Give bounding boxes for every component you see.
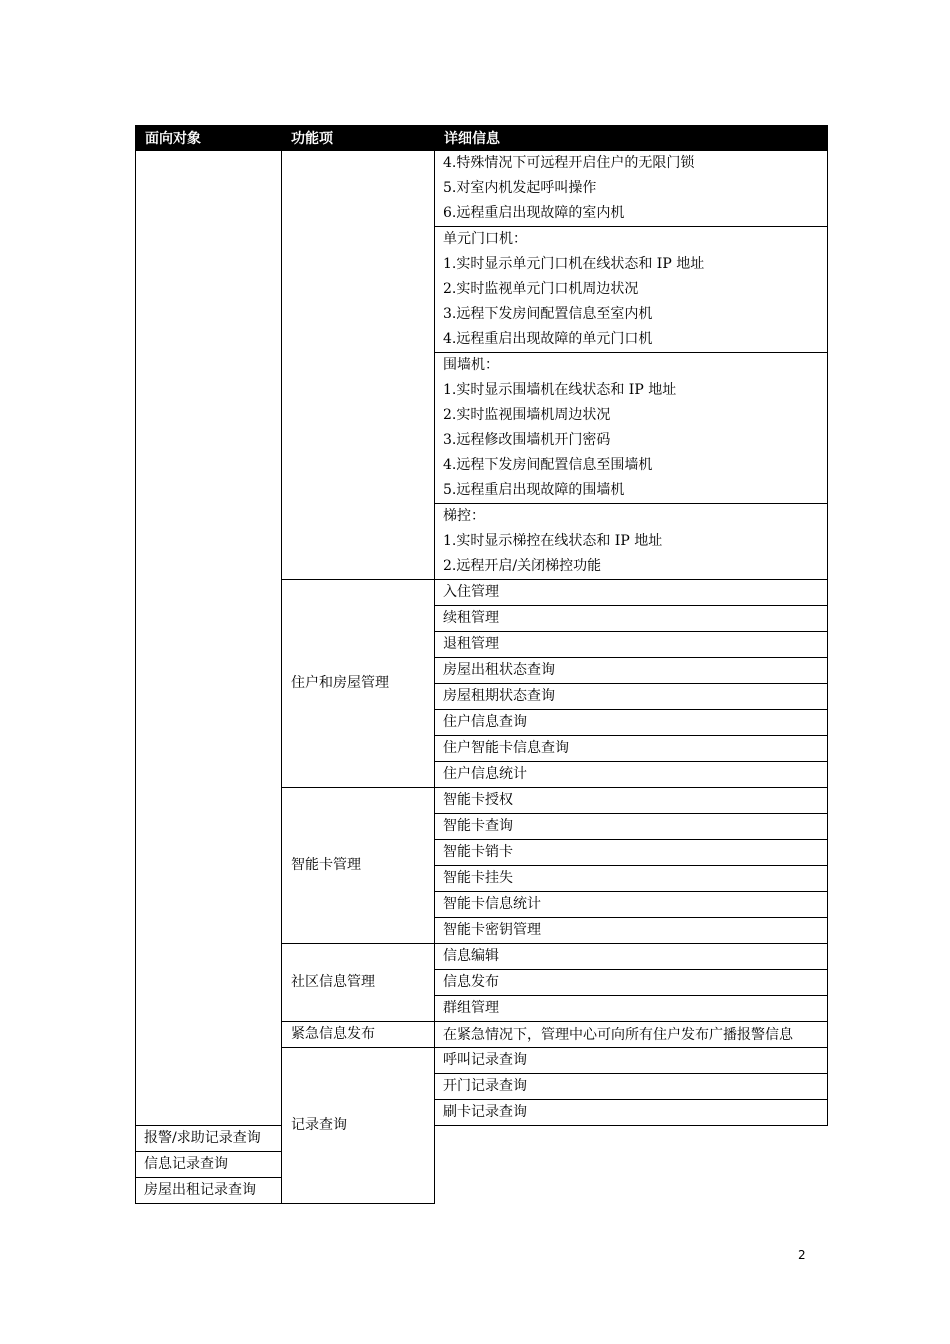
function-cell-record-query [282, 1048, 435, 1204]
detail-line: 刷卡记录查询 [443, 1104, 527, 1120]
detail-line: 1.实时显示单元门口机在线状态和 IP 地址 [443, 256, 705, 272]
detail-line: 6.远程重启出现故障的室内机 [443, 205, 625, 221]
table-row [136, 151, 828, 227]
detail-line: 单元门口机： [443, 231, 527, 247]
detail-cell [435, 658, 828, 684]
detail-line: 呼叫记录查询 [443, 1052, 527, 1068]
detail-cell [435, 684, 828, 710]
detail-line: 在紧急情况下，管理中心可向所有住户发布广播报警信息 [443, 1027, 793, 1043]
detail-line: 智能卡销卡 [443, 844, 513, 860]
detail-line: 智能卡挂失 [443, 870, 513, 886]
detail-line: 住户智能卡信息查询 [443, 740, 569, 756]
detail-line: 2.实时监视单元门口机周边状况 [443, 281, 639, 297]
detail-cell [435, 606, 828, 632]
detail-cell [435, 710, 828, 736]
detail-cell [435, 892, 828, 918]
table-row [136, 1178, 828, 1204]
detail-line: 梯控： [443, 508, 485, 524]
detail-line: 入住管理 [443, 584, 499, 600]
function-cell-continued [282, 151, 435, 580]
detail-line: 1.实时显示梯控在线状态和 IP 地址 [443, 533, 663, 549]
detail-line: 5.远程重启出现故障的围墙机 [443, 482, 625, 498]
detail-line: 围墙机： [443, 357, 499, 373]
detail-cell [435, 970, 828, 996]
detail-line: 智能卡信息统计 [443, 896, 541, 912]
detail-cell-wall-station [435, 353, 828, 504]
detail-cell [435, 1074, 828, 1100]
target-object-cell [136, 151, 282, 1126]
detail-line: 信息发布 [443, 974, 499, 990]
detail-line: 2.远程开启/关闭梯控功能 [443, 558, 602, 574]
detail-line: 退租管理 [443, 636, 499, 652]
detail-line: 住户信息查询 [443, 714, 527, 730]
function-label: 社区信息管理 [291, 974, 375, 990]
detail-cell [435, 736, 828, 762]
detail-line: 信息记录查询 [144, 1156, 228, 1172]
detail-cell [435, 788, 828, 814]
detail-cell-unit-door-station [435, 227, 828, 353]
detail-cell [435, 996, 828, 1022]
detail-line: 住户信息统计 [443, 766, 527, 782]
detail-line: 1.实时显示围墙机在线状态和 IP 地址 [443, 382, 677, 398]
detail-line: 报警/求助记录查询 [144, 1130, 261, 1146]
detail-cell [435, 632, 828, 658]
detail-cell [435, 840, 828, 866]
feature-table [135, 125, 828, 1204]
detail-cell [435, 1048, 828, 1074]
header-details: 详细信息 [435, 126, 828, 151]
table-row [136, 1126, 828, 1152]
detail-line: 续租管理 [443, 610, 499, 626]
detail-cell [435, 944, 828, 970]
detail-line: 房屋租期状态查询 [443, 688, 555, 704]
detail-line: 4.远程下发房间配置信息至围墙机 [443, 457, 653, 473]
detail-cell [435, 1100, 828, 1126]
header-function-item: 功能项 [282, 126, 435, 151]
detail-line: 5.对室内机发起呼叫操作 [443, 180, 597, 196]
detail-cell [136, 1178, 282, 1204]
detail-cell [435, 580, 828, 606]
header-target-object: 面向对象 [136, 126, 282, 151]
page-number: 2 [798, 1248, 806, 1262]
function-label: 住户和房屋管理 [291, 675, 389, 691]
detail-line: 房屋出租状态查询 [443, 662, 555, 678]
detail-cell [435, 1022, 828, 1048]
detail-cell-elevator-control [435, 504, 828, 580]
function-cell-emergency-broadcast [282, 1022, 435, 1048]
detail-cell [136, 1126, 282, 1152]
detail-cell [435, 762, 828, 788]
function-label: 智能卡管理 [291, 857, 361, 873]
detail-cell [435, 866, 828, 892]
detail-cell-indoor-unit [435, 151, 828, 227]
detail-cell [435, 918, 828, 944]
function-cell-smart-card [282, 788, 435, 944]
function-label: 紧急信息发布 [291, 1026, 375, 1042]
function-cell-community-info [282, 944, 435, 1022]
table-row [136, 1152, 828, 1178]
detail-line: 开门记录查询 [443, 1078, 527, 1094]
detail-line: 群组管理 [443, 1000, 499, 1016]
detail-line: 2.实时监视围墙机周边状况 [443, 407, 611, 423]
detail-cell [136, 1152, 282, 1178]
detail-line: 智能卡密钥管理 [443, 922, 541, 938]
function-label: 记录查询 [291, 1117, 347, 1133]
detail-line: 4.远程重启出现故障的单元门口机 [443, 331, 653, 347]
detail-line: 4.特殊情况下可远程开启住户的无限门锁 [443, 155, 695, 171]
detail-line: 3.远程修改围墙机开门密码 [443, 432, 611, 448]
function-cell-resident-housing [282, 580, 435, 788]
detail-line: 智能卡授权 [443, 792, 513, 808]
detail-line: 3.远程下发房间配置信息至室内机 [443, 306, 653, 322]
detail-line: 智能卡查询 [443, 818, 513, 834]
detail-line: 信息编辑 [443, 948, 499, 964]
table-header-row [136, 126, 828, 151]
detail-line: 房屋出租记录查询 [144, 1182, 256, 1198]
detail-cell [435, 814, 828, 840]
